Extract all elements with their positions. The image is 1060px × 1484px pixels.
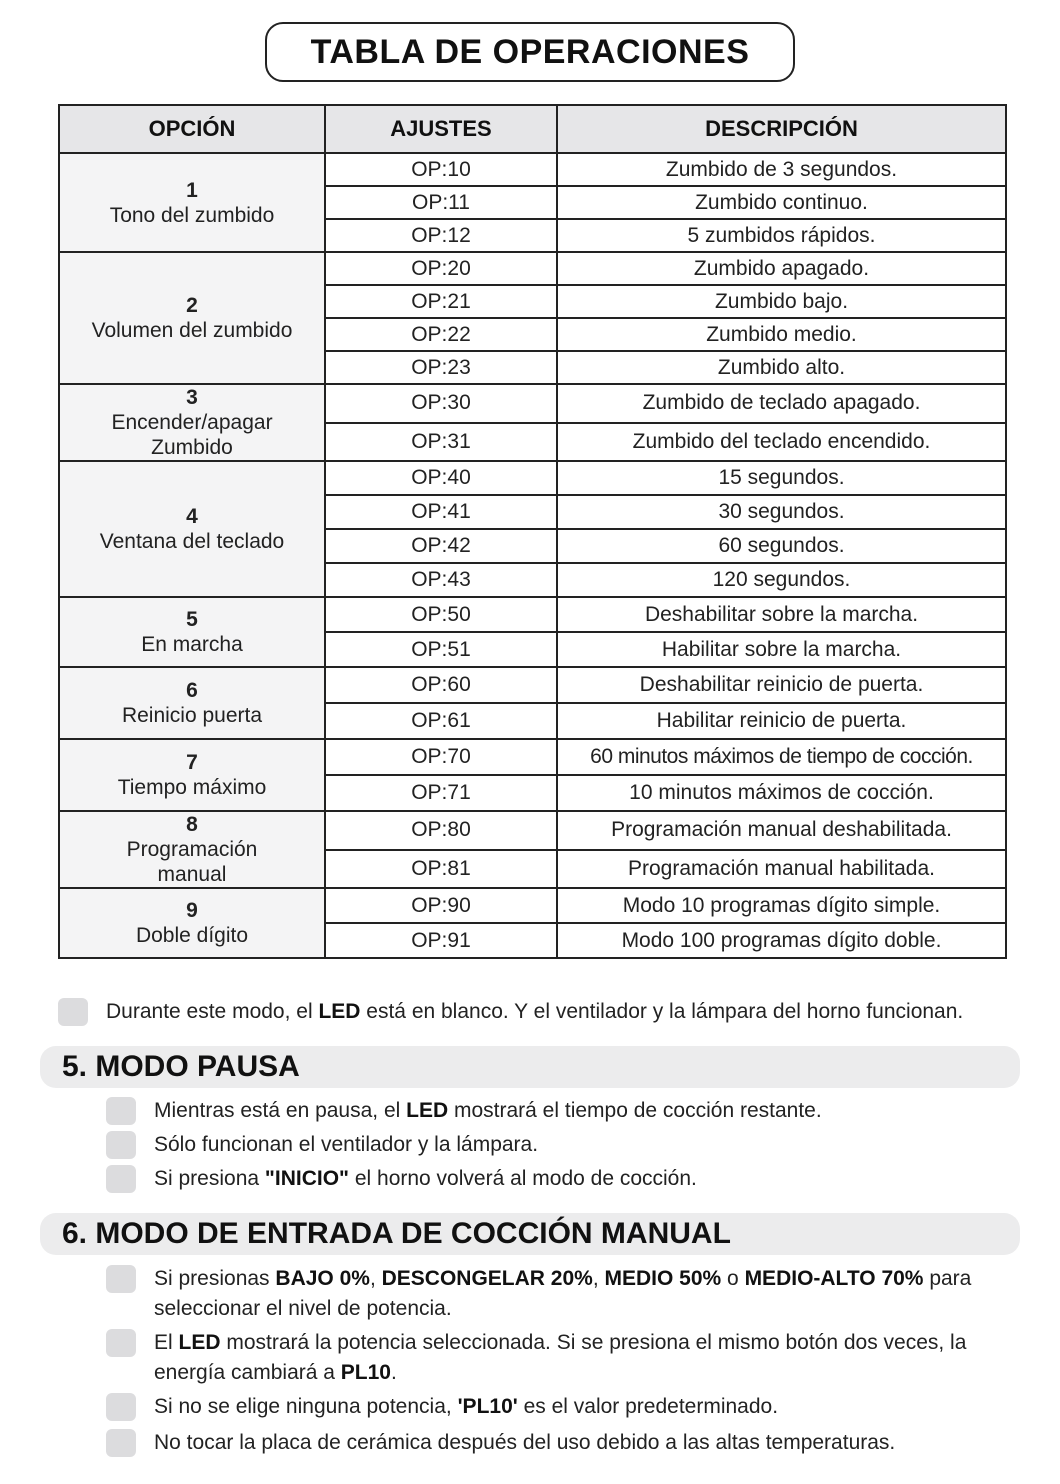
option-number: 6 xyxy=(186,679,198,702)
description-cell: Zumbido bajo. xyxy=(557,285,1006,318)
description-cell: Modo 100 programas dígito doble. xyxy=(557,923,1006,958)
option-cell xyxy=(59,667,325,739)
list-item xyxy=(106,1164,1016,1194)
table-row xyxy=(59,153,1006,186)
setting-cell: OP:70 xyxy=(325,739,557,775)
section-5-list xyxy=(106,1096,1016,1194)
mode-note xyxy=(58,998,963,1026)
option-cell xyxy=(59,153,325,252)
description-cell: Zumbido de teclado apagado. xyxy=(557,384,1006,423)
description-cell: 60 minutos máximos de tiempo de cocción. xyxy=(557,739,1006,775)
table-row xyxy=(59,667,1006,703)
bullet-square-icon xyxy=(106,1165,136,1193)
option-cell xyxy=(59,811,325,888)
setting-cell: OP:31 xyxy=(325,423,557,462)
setting-cell: OP:23 xyxy=(325,351,557,384)
setting-cell: OP:12 xyxy=(325,219,557,252)
table-header-row xyxy=(59,105,1006,153)
setting-cell: OP:41 xyxy=(325,495,557,529)
section-6-list xyxy=(106,1264,1016,1458)
description-cell: 30 segundos. xyxy=(557,495,1006,529)
description-cell: Deshabilitar reinicio de puerta. xyxy=(557,667,1006,703)
setting-cell: OP:61 xyxy=(325,703,557,739)
option-label: Ventana del teclado xyxy=(99,530,285,553)
bullet-square-icon xyxy=(58,998,88,1026)
list-item-text: Sólo funcionan el ventilador y la lámpara. xyxy=(154,1133,539,1156)
option-number: 1 xyxy=(186,178,198,202)
option-number: 4 xyxy=(186,505,198,528)
bullet-square-icon xyxy=(106,1097,136,1125)
bullet-square-icon xyxy=(106,1393,136,1421)
list-item-text: Mientras está en pausa, el LED mostrará el tiempo de cocción restante. xyxy=(154,1099,822,1122)
description-cell: 120 segundos. xyxy=(557,563,1006,597)
setting-cell: OP:42 xyxy=(325,529,557,563)
header-settings: AJUSTES xyxy=(325,105,557,153)
description-cell: Deshabilitar sobre la marcha. xyxy=(557,597,1006,632)
list-item xyxy=(106,1130,1016,1160)
list-item xyxy=(106,1264,1016,1324)
description-cell: 5 zumbidos rápidos. xyxy=(557,219,1006,252)
option-cell xyxy=(59,384,325,461)
option-label: Encender/apagar Zumbido xyxy=(111,411,273,459)
list-item xyxy=(106,1328,1016,1388)
setting-cell: OP:60 xyxy=(325,667,557,703)
setting-cell: OP:21 xyxy=(325,285,557,318)
option-number: 8 xyxy=(186,813,198,836)
table-row xyxy=(59,384,1006,423)
description-cell: 15 segundos. xyxy=(557,461,1006,495)
table-row xyxy=(59,888,1006,923)
table-row xyxy=(59,597,1006,632)
description-cell: Modo 10 programas dígito simple. xyxy=(557,888,1006,923)
table-body xyxy=(59,153,1006,958)
list-item-text: No tocar la placa de cerámica después del uso debido a las altas temperaturas. xyxy=(154,1431,896,1454)
bullet-square-icon xyxy=(106,1429,136,1457)
setting-cell: OP:10 xyxy=(325,153,557,186)
list-item-text: Si no se elige ninguna potencia, 'PL10' es el valor predeterminado. xyxy=(154,1395,779,1418)
table-row xyxy=(59,461,1006,495)
option-number: 9 xyxy=(186,899,198,922)
description-cell: Zumbido continuo. xyxy=(557,186,1006,219)
option-label: Volumen del zumbido xyxy=(91,319,293,342)
list-item xyxy=(106,1392,1016,1422)
option-label: Tiempo máximo xyxy=(117,776,267,799)
description-cell: Programación manual deshabilitada. xyxy=(557,811,1006,850)
description-cell: Zumbido del teclado encendido. xyxy=(557,423,1006,462)
setting-cell: OP:30 xyxy=(325,384,557,423)
page-title: TABLA DE OPERACIONES xyxy=(265,22,795,82)
option-number: 7 xyxy=(186,751,198,774)
description-cell: Habilitar reinicio de puerta. xyxy=(557,703,1006,739)
option-number: 3 xyxy=(186,386,198,409)
list-item-text: El LED mostrará la potencia seleccionada. Si se presiona el mismo botón dos veces, la energía cambiará a PL10. xyxy=(154,1331,967,1384)
description-cell: Zumbido medio. xyxy=(557,318,1006,351)
list-item xyxy=(106,1096,1016,1126)
option-number: 5 xyxy=(186,608,198,631)
section-5-heading: 5. MODO PAUSA xyxy=(40,1046,1020,1088)
list-item-text: Si presionas BAJO 0%, DESCONGELAR 20%, MEDIO 50% o MEDIO-ALTO 70% para seleccionar el nivel de potencia. xyxy=(154,1267,972,1320)
option-cell xyxy=(59,597,325,667)
option-number: 2 xyxy=(186,294,198,317)
setting-cell: OP:20 xyxy=(325,252,557,285)
list-item-text: Si presiona "INICIO" el horno volverá al modo de cocción. xyxy=(154,1167,697,1190)
header-description: DESCRIPCIÓN xyxy=(557,105,1006,153)
section-6-heading: 6. MODO DE ENTRADA DE COCCIÓN MANUAL xyxy=(40,1213,1020,1255)
bullet-square-icon xyxy=(106,1265,136,1293)
bullet-square-icon xyxy=(106,1131,136,1159)
setting-cell: OP:51 xyxy=(325,632,557,667)
table-row xyxy=(59,252,1006,285)
description-cell: 60 segundos. xyxy=(557,529,1006,563)
list-item xyxy=(106,1428,1016,1458)
option-label: Programación manual xyxy=(126,838,258,886)
description-cell: Zumbido de 3 segundos. xyxy=(557,153,1006,186)
option-cell xyxy=(59,461,325,597)
bullet-square-icon xyxy=(106,1329,136,1357)
table-row xyxy=(59,811,1006,850)
option-label: En marcha xyxy=(141,633,243,656)
setting-cell: OP:11 xyxy=(325,186,557,219)
option-cell xyxy=(59,888,325,958)
setting-cell: OP:80 xyxy=(325,811,557,850)
description-cell: Zumbido alto. xyxy=(557,351,1006,384)
option-label: Reinicio puerta xyxy=(121,704,263,727)
description-cell: Programación manual habilitada. xyxy=(557,850,1006,889)
setting-cell: OP:22 xyxy=(325,318,557,351)
option-label: Doble dígito xyxy=(135,924,249,947)
setting-cell: OP:90 xyxy=(325,888,557,923)
header-option: OPCIÓN xyxy=(59,105,325,153)
description-cell: 10 minutos máximos de cocción. xyxy=(557,775,1006,811)
option-cell xyxy=(59,739,325,811)
setting-cell: OP:81 xyxy=(325,850,557,889)
setting-cell: OP:71 xyxy=(325,775,557,811)
operations-table xyxy=(58,104,1007,959)
setting-cell: OP:40 xyxy=(325,461,557,495)
description-cell: Zumbido apagado. xyxy=(557,252,1006,285)
table-row xyxy=(59,739,1006,775)
setting-cell: OP:91 xyxy=(325,923,557,958)
note-text: Durante este modo, el LED está en blanco. Y el ventilador y la lámpara del horno funcionan. xyxy=(106,1000,964,1023)
option-cell xyxy=(59,252,325,384)
description-cell: Habilitar sobre la marcha. xyxy=(557,632,1006,667)
option-label: Tono del zumbido xyxy=(109,203,275,227)
setting-cell: OP:43 xyxy=(325,563,557,597)
setting-cell: OP:50 xyxy=(325,597,557,632)
